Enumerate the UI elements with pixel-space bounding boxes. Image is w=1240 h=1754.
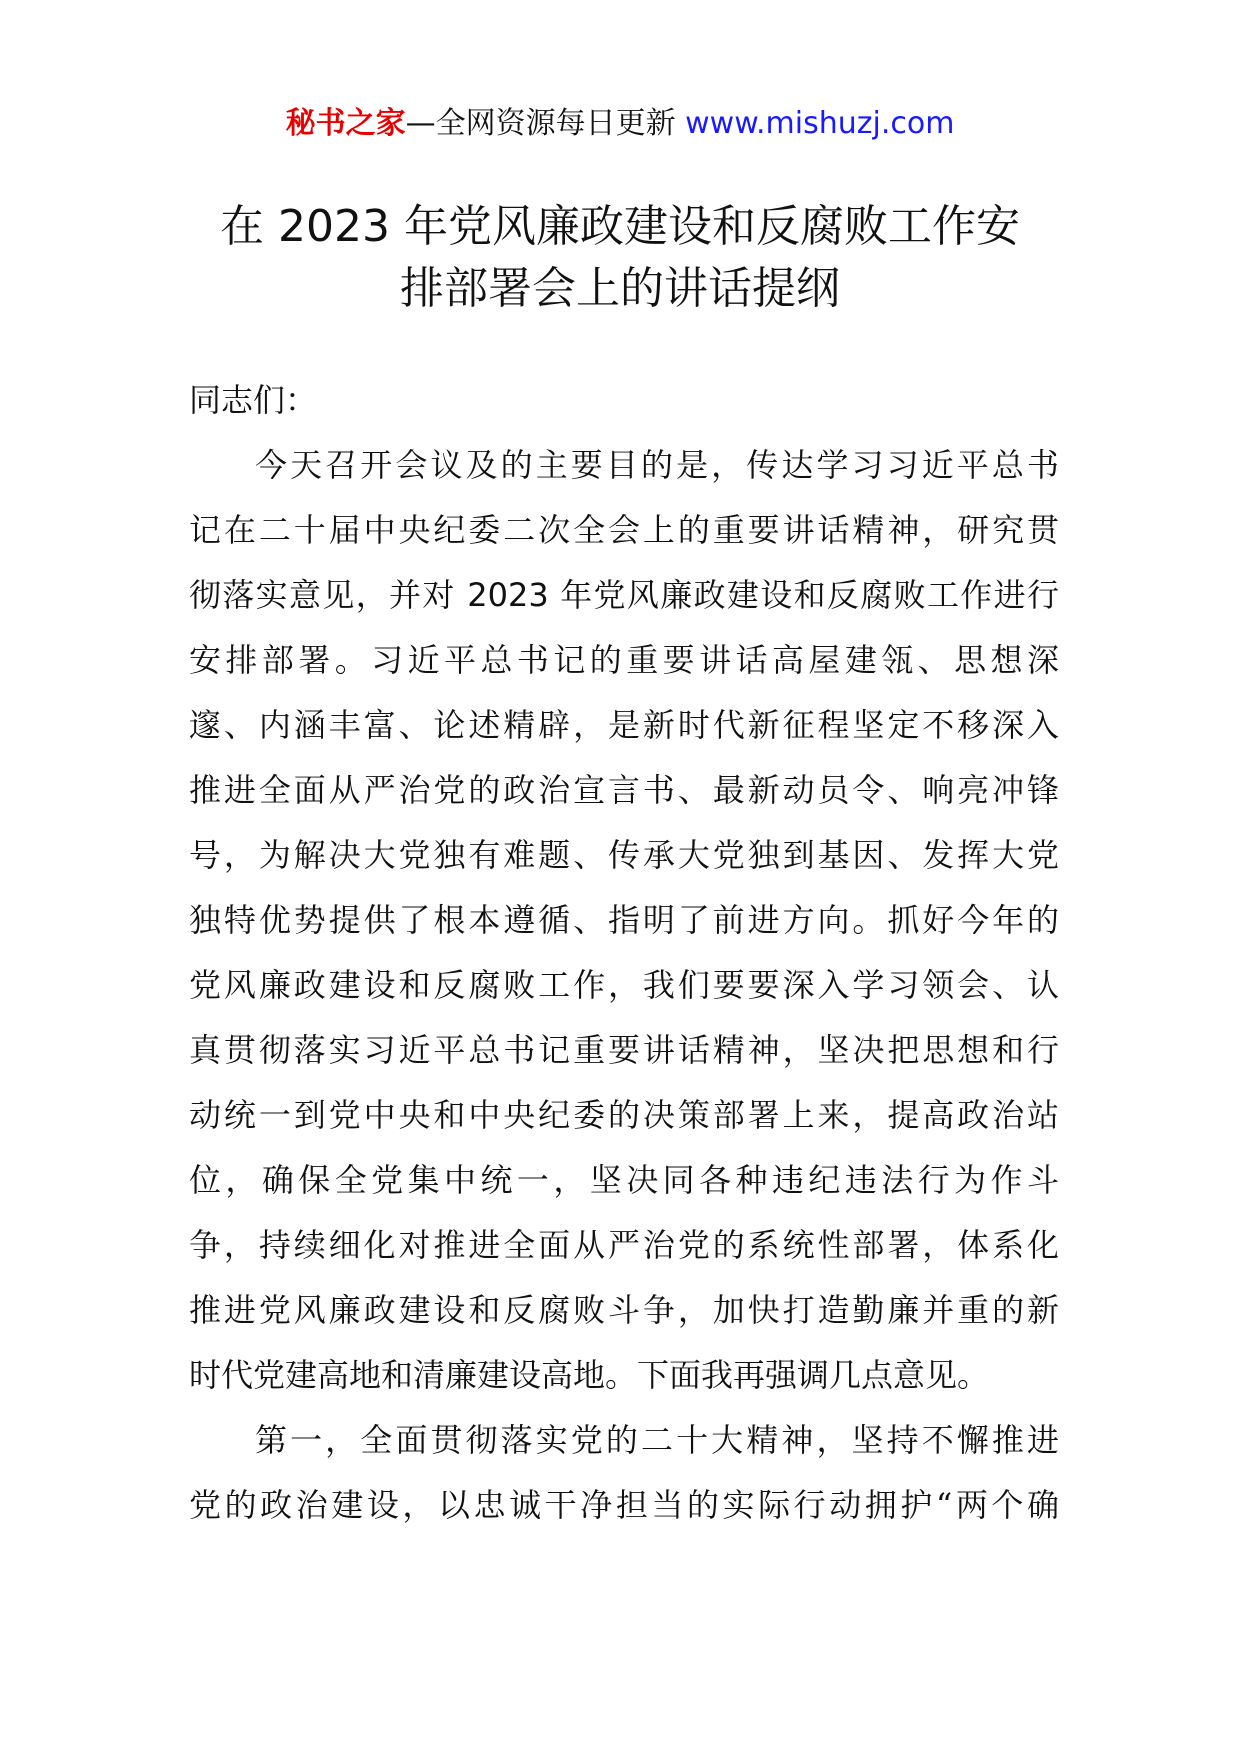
salutation: 同志们： — [189, 381, 318, 419]
title-line: 排部署会上的讲话提纲 — [400, 263, 840, 314]
site-header — [0, 104, 1240, 144]
document-body — [189, 368, 1059, 1538]
paragraph-line: 独特优势提供了根本遵循、指明了前进方向。抓好今年的 — [189, 901, 1059, 939]
paragraph-line: 推进全面从严治党的政治宣言书、最新动员令、响亮冲锋 — [189, 771, 1059, 809]
paragraph-line: 真贯彻落实习近平总书记重要讲话精神，坚决把思想和行 — [189, 1031, 1059, 1069]
paragraph-line: 争，持续细化对推进全面从严治党的系统性部署，体系化 — [189, 1226, 1059, 1264]
section-1 — [189, 1408, 1059, 1538]
paragraph-1 — [189, 433, 1059, 1408]
header-tagline: —全网资源每日更新 — [405, 106, 686, 141]
section-heading-line: 党的政治建设，以忠诚干净担当的实际行动拥护“两个确 — [189, 1486, 1059, 1524]
paragraph-line: 党风廉政建设和反腐败工作，我们要要深入学习领会、认 — [189, 966, 1059, 1004]
title-line: 在 2023 年党风廉政建设和反腐败工作安 — [220, 201, 1020, 252]
site-url: www.mishuzj.com — [685, 106, 955, 141]
document-title — [170, 196, 1070, 320]
paragraph-line: 彻落实意见，并对 2023 年党风廉政建设和反腐败工作进行 — [189, 576, 1059, 614]
paragraph-line: 号，为解决大党独有难题、传承大党独到基因、发挥大党 — [189, 836, 1059, 874]
paragraph-line: 动统一到党中央和中央纪委的决策部署上来，提高政治站 — [189, 1096, 1059, 1134]
paragraph-line: 记在二十届中央纪委二次全会上的重要讲话精神，研究贯 — [189, 511, 1059, 549]
paragraph-line: 安排部署。习近平总书记的重要讲话高屋建瓴、思想深 — [189, 641, 1059, 679]
paragraph-line: 邃、内涵丰富、论述精辟，是新时代新征程坚定不移深入 — [189, 706, 1059, 744]
paragraph-line: 今天召开会议及的主要目的是，传达学习习近平总书 — [255, 446, 1059, 484]
paragraph-line: 时代党建高地和清廉建设高地。下面我再强调几点意见。 — [189, 1356, 990, 1394]
brand-name: 秘书之家 — [285, 106, 406, 141]
section-heading-line: 第一，全面贯彻落实党的二十大精神，坚持不懈推进 — [255, 1421, 1059, 1459]
paragraph-line: 位，确保全党集中统一，坚决同各种违纪违法行为作斗 — [189, 1161, 1059, 1199]
paragraph-line: 推进党风廉政建设和反腐败斗争，加快打造勤廉并重的新 — [189, 1291, 1059, 1329]
